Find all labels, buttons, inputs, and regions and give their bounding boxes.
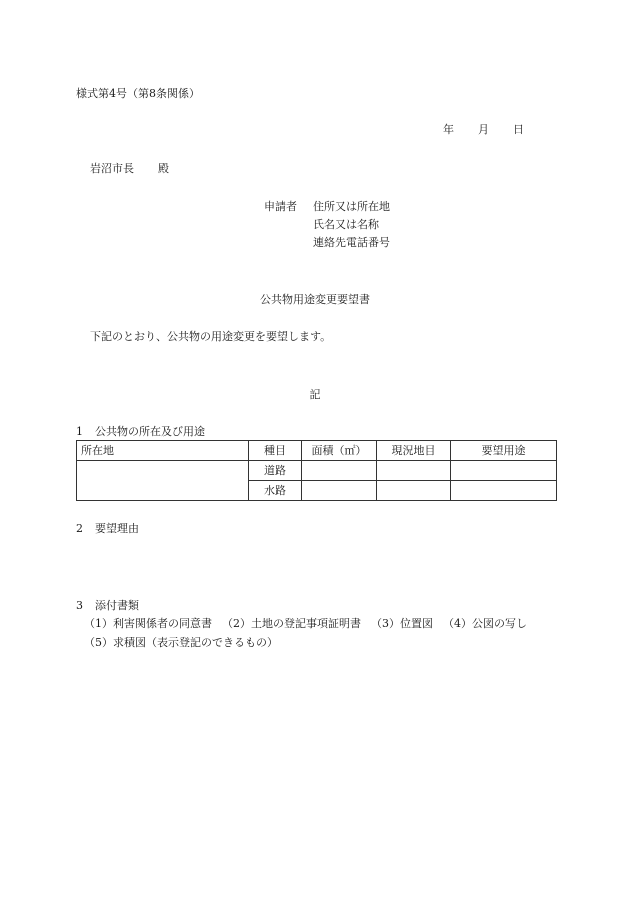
section3-number: 3 [76,599,83,612]
attachment-num: （2） [222,617,251,630]
area-cell-waterway[interactable] [302,481,377,501]
section3-title: 添付書類 [95,599,139,612]
type-waterway: 水路 [249,481,302,501]
area-cell-road[interactable] [302,461,377,481]
section1-title: 公共物の所在及び用途 [95,425,205,438]
location-cell[interactable] [77,461,249,501]
attachment-num: （5） [84,636,113,649]
table-header-row [77,441,557,461]
ki-heading: 記 [309,388,321,401]
header-area: 面積（㎡） [302,441,377,461]
body-text: 下記のとおり、公共物の用途変更を要望します。 [90,330,332,343]
addressee [90,162,169,176]
header-location: 所在地 [77,441,249,461]
date-year-label: 年 [443,123,454,136]
header-requested-use: 要望用途 [451,441,557,461]
attachment-list-line2 [84,636,278,650]
current-land-cell-road[interactable] [377,461,451,481]
section1-heading [76,425,205,439]
date-day-label: 日 [513,123,524,136]
addressee-name: 岩沼市長 [90,162,134,175]
attachment-num: （4） [443,617,472,630]
section2-heading [76,522,139,536]
section3-heading [76,599,139,613]
attachment-item: 公図の写し [472,617,527,630]
header-type: 種目 [249,441,302,461]
addressee-honorific: 殿 [158,162,169,175]
attachment-list-line1 [84,617,527,631]
applicant-address-label: 住所又は所在地 [313,200,390,213]
requested-use-cell-waterway[interactable] [451,481,557,501]
form-number: 様式第4号（第8条関係） [76,87,200,100]
applicant-label: 申請者 [264,200,297,213]
applicant-phone-label: 連絡先電話番号 [313,236,390,249]
current-land-cell-waterway[interactable] [377,481,451,501]
attachment-num: （3） [371,617,400,630]
applicant-fields [313,200,390,254]
section1-number: 1 [76,425,83,438]
applicant-name-label: 氏名又は名称 [313,218,379,231]
date-month-label: 月 [478,123,489,136]
section2-title: 要望理由 [95,522,139,535]
header-current-land: 現況地目 [377,441,451,461]
table-row [77,461,557,481]
section2-number: 2 [76,522,83,535]
requested-use-cell-road[interactable] [451,461,557,481]
document-title: 公共物用途変更要望書 [260,293,370,306]
attachment-item: 土地の登記事項証明書 [251,617,361,630]
type-road: 道路 [249,461,302,481]
date-line [443,123,524,137]
attachment-item: 求積図（表示登記のできるもの） [113,636,278,649]
attachment-num: （1） [84,617,113,630]
attachment-item: 利害関係者の同意書 [113,617,212,630]
usage-table [76,440,557,501]
attachment-item: 位置図 [400,617,433,630]
